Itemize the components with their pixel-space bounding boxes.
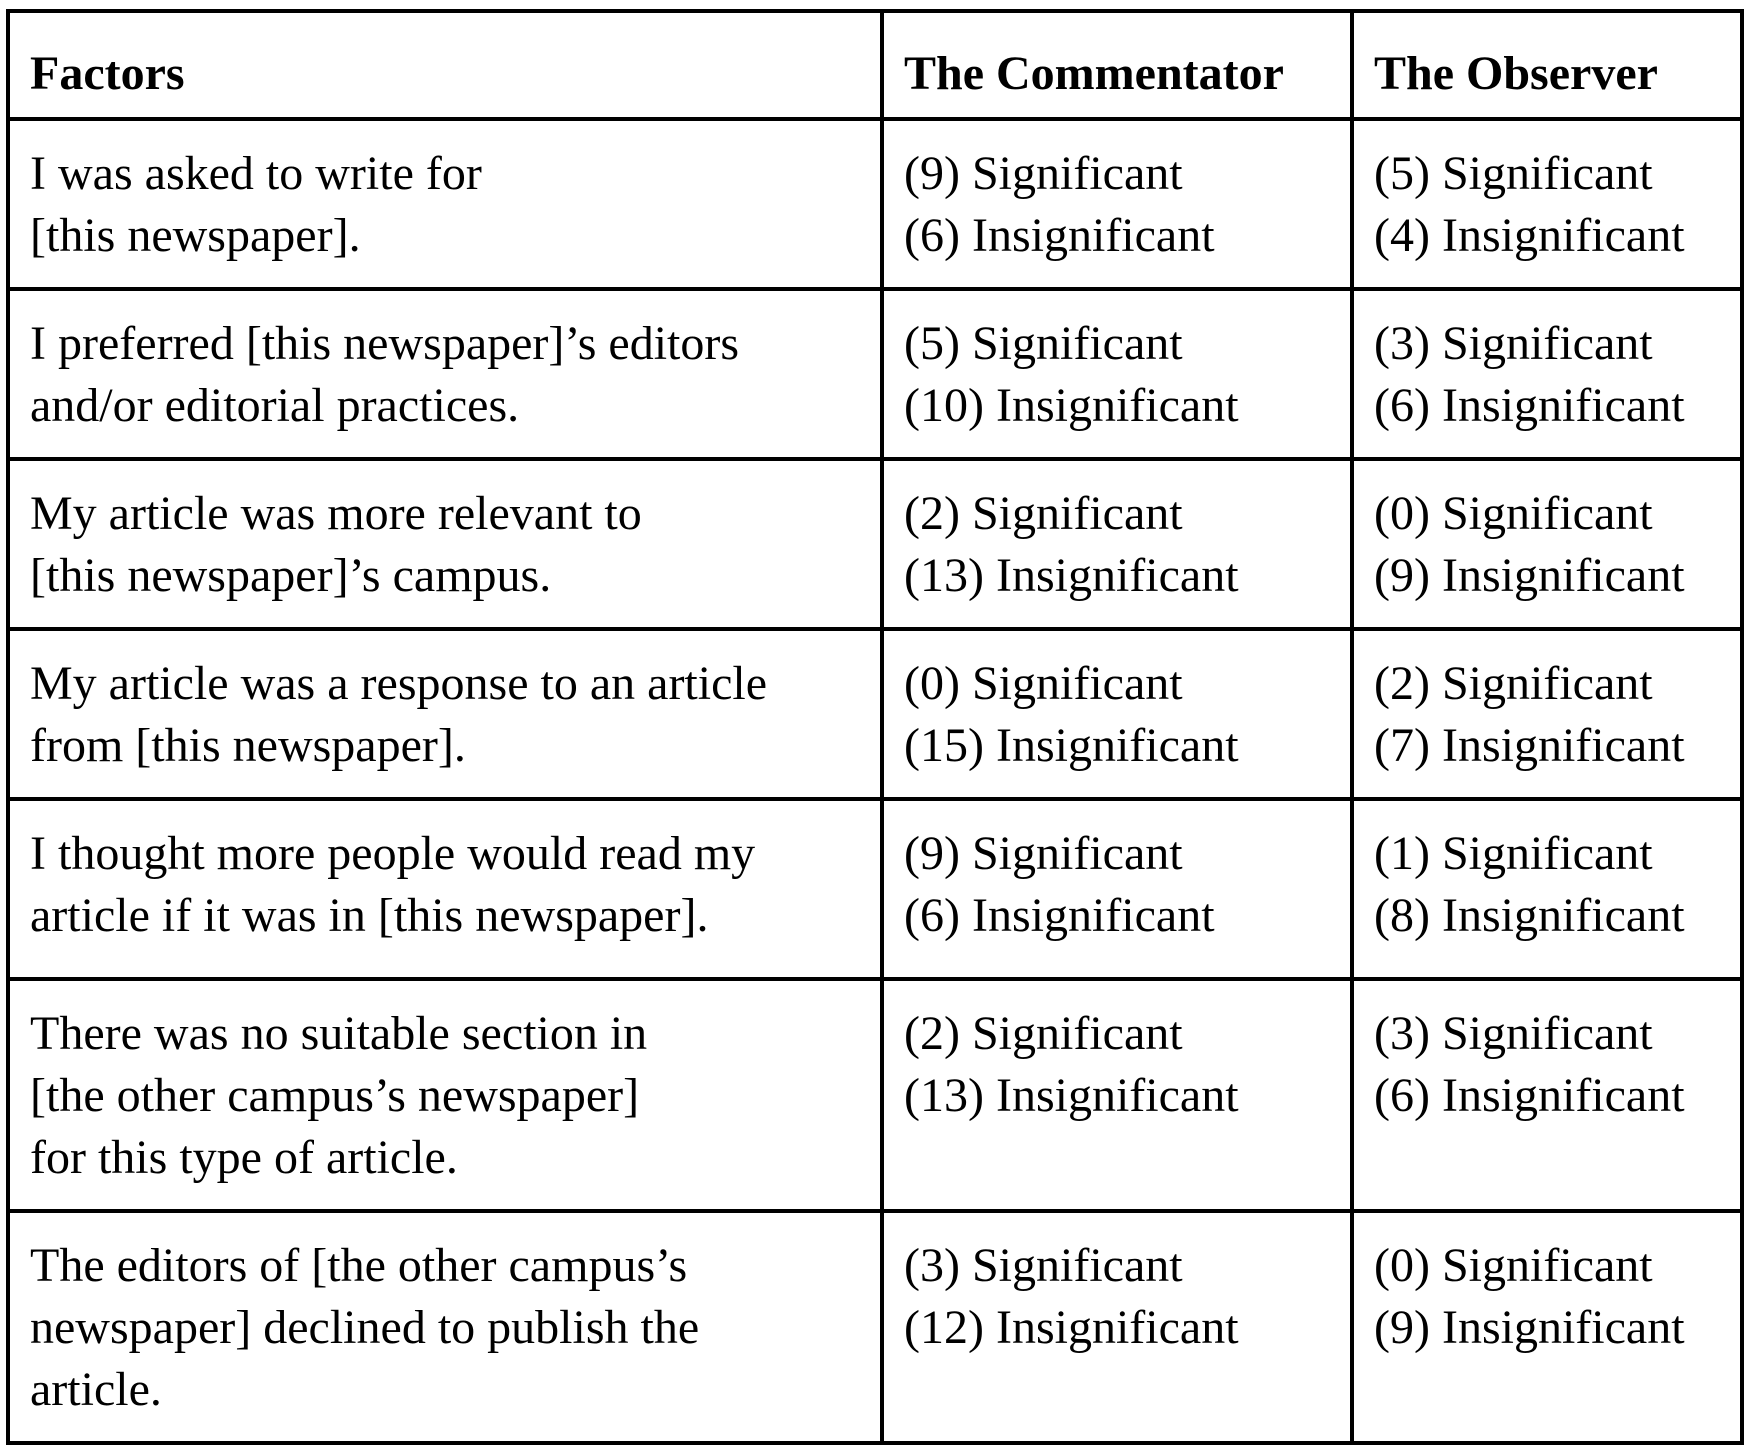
observer-cell: [1352, 979, 1742, 1211]
factor-cell: [8, 459, 882, 629]
observer-significant: (3) Significant: [1374, 1007, 1653, 1060]
commentator-significant: (5) Significant: [904, 317, 1183, 370]
factor-line: and/or editorial practices.: [30, 379, 520, 432]
commentator-cell: [882, 799, 1352, 979]
commentator-significant: (9) Significant: [904, 147, 1183, 200]
observer-insignificant: (9) Insignificant: [1374, 1301, 1685, 1354]
commentator-significant: (9) Significant: [904, 827, 1183, 880]
header-factors: Factors: [8, 11, 882, 119]
factor-cell: [8, 119, 882, 289]
observer-significant: (3) Significant: [1374, 317, 1653, 370]
observer-significant: (0) Significant: [1374, 487, 1653, 540]
commentator-cell: [882, 979, 1352, 1211]
header-observer: The Observer: [1352, 11, 1742, 119]
factor-line: for this type of article.: [30, 1131, 458, 1184]
observer-cell: [1352, 459, 1742, 629]
factor-line: I preferred [this newspaper]’s editors: [30, 317, 740, 370]
observer-cell: [1352, 289, 1742, 459]
table-row: [8, 629, 1742, 799]
table-row: [8, 979, 1742, 1211]
factor-cell: [8, 979, 882, 1211]
observer-insignificant: (8) Insignificant: [1374, 889, 1685, 942]
factor-cell: [8, 1211, 882, 1443]
factor-line: I thought more people would read my: [30, 827, 756, 880]
factor-cell: [8, 289, 882, 459]
observer-significant: (2) Significant: [1374, 657, 1653, 710]
observer-cell: [1352, 119, 1742, 289]
commentator-insignificant: (6) Insignificant: [904, 209, 1215, 262]
observer-insignificant: (6) Insignificant: [1374, 379, 1685, 432]
commentator-significant: (0) Significant: [904, 657, 1183, 710]
factor-line: [this newspaper].: [30, 209, 361, 262]
factor-line: [the other campus’s newspaper]: [30, 1069, 640, 1122]
observer-significant: (1) Significant: [1374, 827, 1653, 880]
observer-cell: [1352, 799, 1742, 979]
commentator-insignificant: (13) Insignificant: [904, 549, 1239, 602]
observer-significant: (0) Significant: [1374, 1239, 1653, 1292]
commentator-insignificant: (15) Insignificant: [904, 719, 1239, 772]
factor-line: My article was a response to an article: [30, 657, 768, 710]
commentator-cell: [882, 119, 1352, 289]
commentator-significant: (2) Significant: [904, 487, 1183, 540]
header-row: [8, 11, 1742, 119]
commentator-insignificant: (10) Insignificant: [904, 379, 1239, 432]
factor-line: There was no suitable section in: [30, 1007, 648, 1060]
observer-insignificant: (4) Insignificant: [1374, 209, 1685, 262]
factor-line: from [this newspaper].: [30, 719, 466, 772]
table-row: [8, 799, 1742, 979]
commentator-cell: [882, 289, 1352, 459]
factor-line: article.: [30, 1363, 162, 1416]
observer-insignificant: (6) Insignificant: [1374, 1069, 1685, 1122]
commentator-significant: (2) Significant: [904, 1007, 1183, 1060]
observer-cell: [1352, 1211, 1742, 1443]
commentator-cell: [882, 629, 1352, 799]
factor-line: I was asked to write for: [30, 147, 482, 200]
commentator-significant: (3) Significant: [904, 1239, 1183, 1292]
commentator-insignificant: (12) Insignificant: [904, 1301, 1239, 1354]
factor-line: My article was more relevant to: [30, 487, 642, 540]
commentator-insignificant: (13) Insignificant: [904, 1069, 1239, 1122]
table-row: [8, 119, 1742, 289]
factor-cell: [8, 799, 882, 979]
table-row: [8, 1211, 1742, 1443]
factor-line: article if it was in [this newspaper].: [30, 889, 709, 942]
factors-table: [6, 9, 1744, 1445]
observer-significant: (5) Significant: [1374, 147, 1653, 200]
factor-line: The editors of [the other campus’s: [30, 1239, 688, 1292]
factor-cell: [8, 629, 882, 799]
observer-cell: [1352, 629, 1742, 799]
commentator-insignificant: (6) Insignificant: [904, 889, 1215, 942]
observer-insignificant: (7) Insignificant: [1374, 719, 1685, 772]
header-commentator: The Commentator: [882, 11, 1352, 119]
factor-line: newspaper] declined to publish the: [30, 1301, 700, 1354]
observer-insignificant: (9) Insignificant: [1374, 549, 1685, 602]
factor-line: [this newspaper]’s campus.: [30, 549, 552, 602]
commentator-cell: [882, 459, 1352, 629]
commentator-cell: [882, 1211, 1352, 1443]
table-row: [8, 289, 1742, 459]
table-row: [8, 459, 1742, 629]
